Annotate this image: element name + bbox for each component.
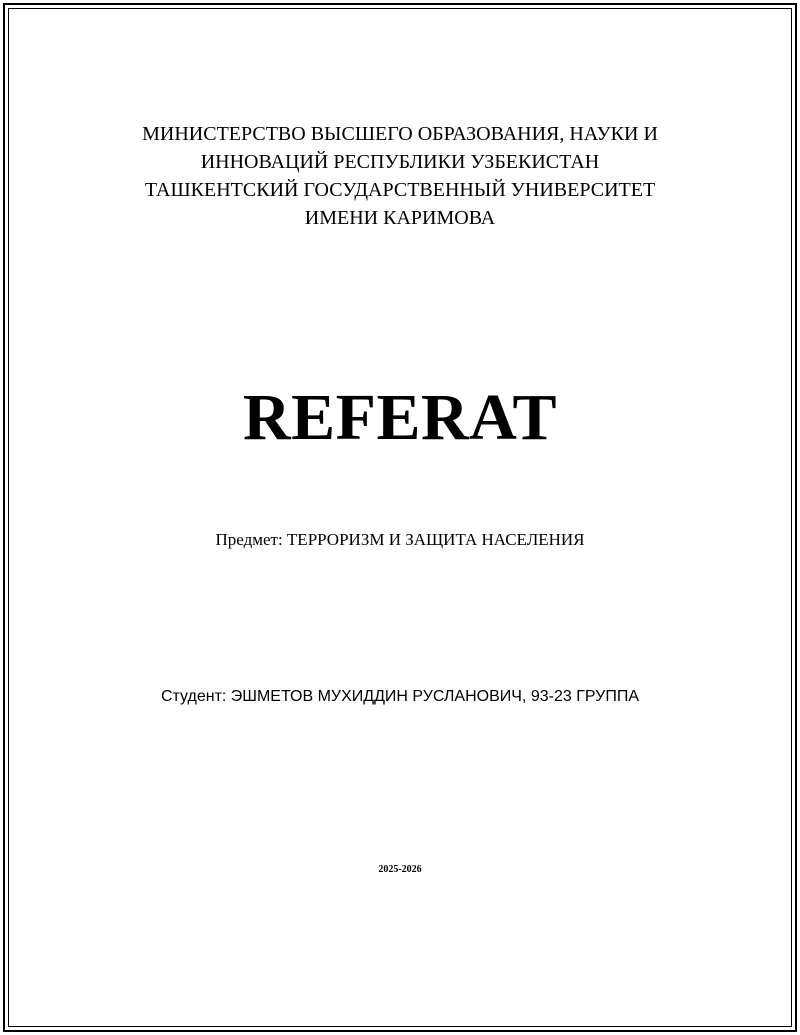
subject-line [0,528,800,552]
document-title: REFERAT [243,381,557,454]
institution-header [0,120,800,232]
header-line-3: ТАШКЕНТСКИЙ ГОСУДАРСТВЕННЫЙ УНИВЕРСИТЕТ [144,179,656,201]
subject-label: Предмет: [215,530,283,549]
academic-year: 2025-2026 [378,864,422,875]
student-label: Студент: [160,688,227,705]
subject-value: ТЕРРОРИЗМ И ЗАЩИТА НАСЕЛЕНИЯ [286,530,585,549]
student-value: ЭШМЕТОВ МУХИДДИН РУСЛАНОВИЧ, 93-23 ГРУППА [230,688,640,705]
header-line-2: ИННОВАЦИЙ РЕСПУБЛИКИ УЗБЕКИСТАН [200,151,600,173]
header-line-4: ИМЕНИ КАРИМОВА [304,207,496,229]
student-line [0,686,800,708]
header-line-1: МИНИСТЕРСТВО ВЫСШЕГО ОБРАЗОВАНИЯ, НАУКИ И [142,123,658,145]
